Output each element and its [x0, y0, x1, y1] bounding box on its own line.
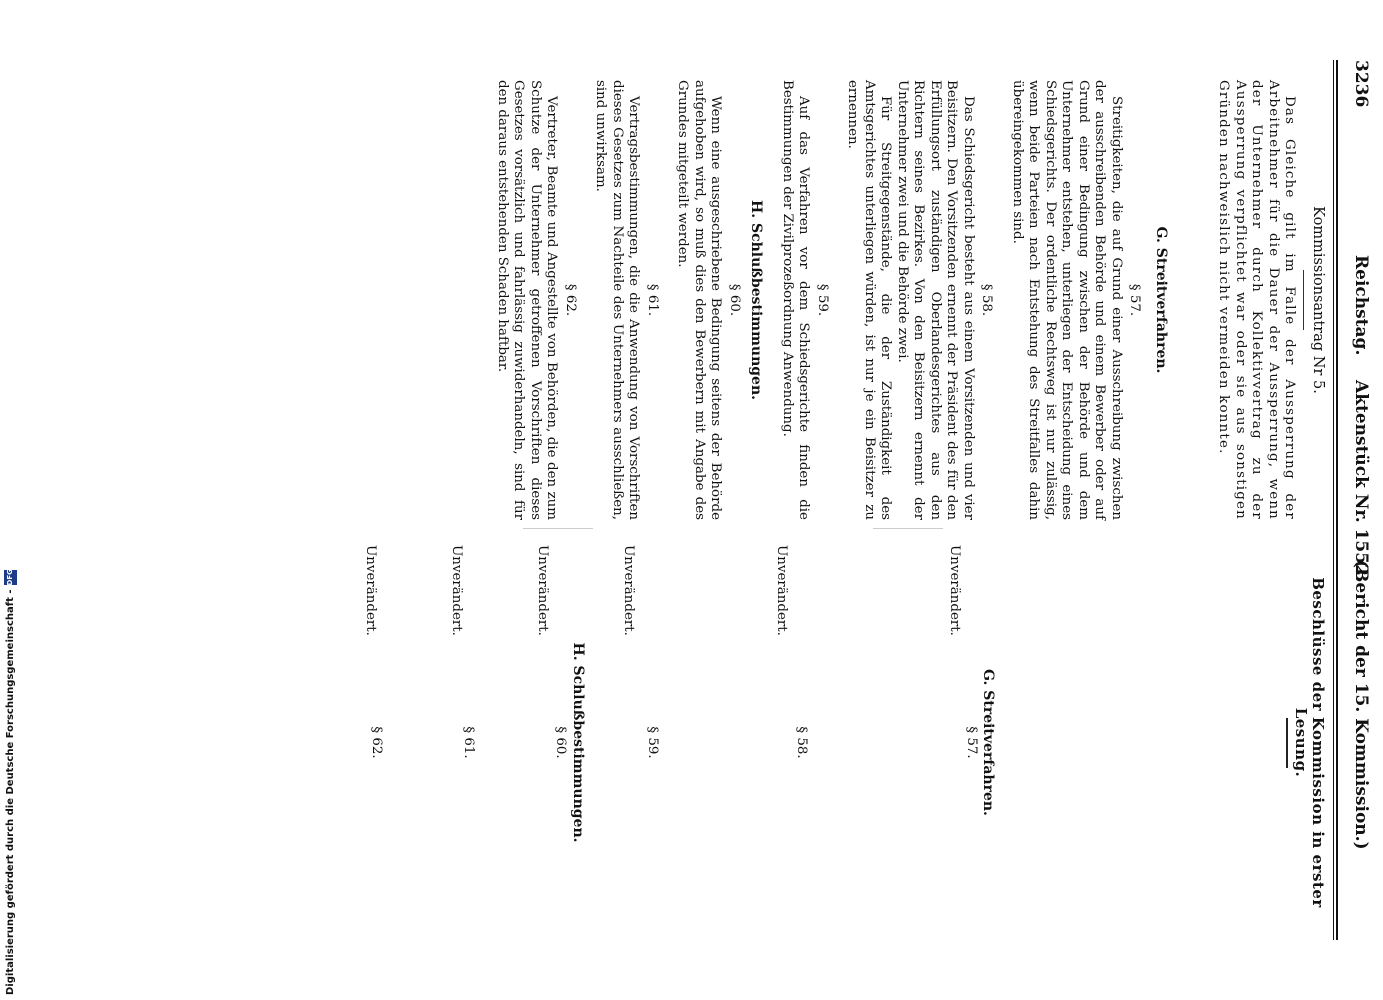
- paragraph-number-59: § 59.: [645, 726, 660, 759]
- paragraph-number-61: § 61.: [645, 283, 660, 317]
- heading-rule: [1304, 270, 1305, 330]
- digitization-credit: [2, 569, 18, 995]
- heading-rule: [1286, 718, 1288, 768]
- intro-paragraph: Das Gleiche gilt im Falle der Aussperrung der Arbeitnehmer für die Dauer der Aussperrung, wenn der Unternehmer durch Kollektivvertrag zu der Aussperrung verpflichtet war oder sie aus sonstigen Gründen nachweislich nicht vermeiden konnte.: [1216, 80, 1298, 520]
- unchanged-58: Unverändert.: [774, 545, 789, 636]
- paragraph-60-text: Wenn eine ausgeschriebene Bedingung seitens der Behörde aufgehoben wird, so muß dies den Bewerbern mit Angabe des Grundes mitgeteilt werden.: [675, 80, 724, 520]
- paragraph-number-62: § 62.: [563, 283, 578, 317]
- unchanged-61: Unverändert.: [449, 545, 464, 636]
- unchanged-62: Unverändert.: [363, 545, 378, 636]
- section-heading-h: H. Schlußbestimmungen.: [570, 642, 586, 843]
- paragraph-58-text-2: Für Streitgegenstände, die der Zuständigkeit des Amtsgerichtes unterliegen würden, ist nur je ein Beisitzer zu ernennen.: [845, 80, 894, 520]
- section-heading-h: H. Schlußbestimmungen.: [748, 199, 765, 401]
- right-column: [363, 545, 1327, 940]
- unchanged-60: Unverändert.: [535, 545, 550, 636]
- section-heading-g: G. Streitverfahren.: [1153, 226, 1169, 374]
- paragraph-number-58: § 58.: [979, 283, 995, 317]
- paragraph-number-61: § 61.: [461, 726, 476, 759]
- paragraph-number-59: § 59.: [815, 283, 830, 317]
- paragraph-59-text: Auf das Verfahren vor dem Schiedsgerichte finden die Bestimmungen der Zivilprozeßordnung Anwendung.: [780, 80, 812, 520]
- page-number: 3236: [1351, 60, 1371, 108]
- report-subtitle: (Bericht der 15. Kommission.): [1351, 560, 1371, 850]
- column-divider-mark: [523, 528, 593, 529]
- paragraph-number-57: § 57.: [964, 726, 979, 759]
- credit-text: Digitalisierung gefördert durch die Deutsche Forschungsgemeinschaft -: [4, 589, 16, 995]
- paragraph-number-60: § 60.: [553, 726, 568, 759]
- unchanged-59: Unverändert.: [621, 545, 636, 636]
- paragraph-number-62: § 62.: [369, 726, 384, 759]
- header-rule-thin: [1333, 60, 1334, 940]
- left-column: [494, 80, 1327, 520]
- section-heading-g: G. Streitverfahren.: [980, 669, 996, 816]
- header-rule: [1336, 60, 1338, 940]
- unchanged-57: Unverändert.: [947, 545, 962, 636]
- paragraph-62-text: Vertreter, Beamte und Angestellte von Behörden, die den zum Schutze der Unternehmer getroffenen Vorschriften dieses Gesetzes vorsätzlich und fahrlässig zuwiderhandeln, sind für den daraus entstehenden Schaden haftbar.: [495, 80, 560, 520]
- dfg-logo: DFG: [4, 570, 17, 585]
- paragraph-number-60: § 60.: [727, 283, 742, 317]
- document-number: Aktenstück Nr. 1552.: [1351, 380, 1371, 582]
- paragraph-number-58: § 58.: [794, 726, 809, 759]
- paragraph-number-57: § 57.: [1127, 283, 1143, 317]
- column-heading: Beschlüsse der Kommission in erster Lesung.: [1292, 577, 1327, 908]
- journal-title: Reichstag.: [1351, 255, 1371, 356]
- paragraph-57-text: Streitigkeiten, die auf Grund einer Ausschreibung zwischen der ausschreibenden Behörde und einem Bewerber oder auf Grund einer Bedingung zwischen der Behörde und dem Unternehmer entstehen, unterliegen der Entscheidung eines Schiedsgerichts. Der ordentliche Rechtsweg ist nur zulässig, wenn beide Parteien nach Entstehung des Streitfalles dahin übereingekommen sind.: [1010, 80, 1124, 520]
- paragraph-58-text: Das Schiedsgericht besteht aus einem Vorsitzenden und vier Beisitzern. Den Vorsitzenden ernennt der Präsident des für den Erfüllungsort zuständigen Oberlandesgerichtes aus den Richtern seines Bezirkes. Von den Beisitzern ernennt der Unternehmer zwei und die Behörde zwei.: [895, 80, 976, 520]
- column-divider-mark: [873, 528, 943, 529]
- column-heading: Kommissionsantrag Nr 5.: [1310, 206, 1326, 394]
- paragraph-61-text: Vertragsbestimmungen, die die Anwendung von Vorschriften dieses Gesetzes zum Nachteile des Unternehmers ausschließen, sind unwirksam.: [593, 80, 642, 520]
- page-header: [1339, 60, 1371, 940]
